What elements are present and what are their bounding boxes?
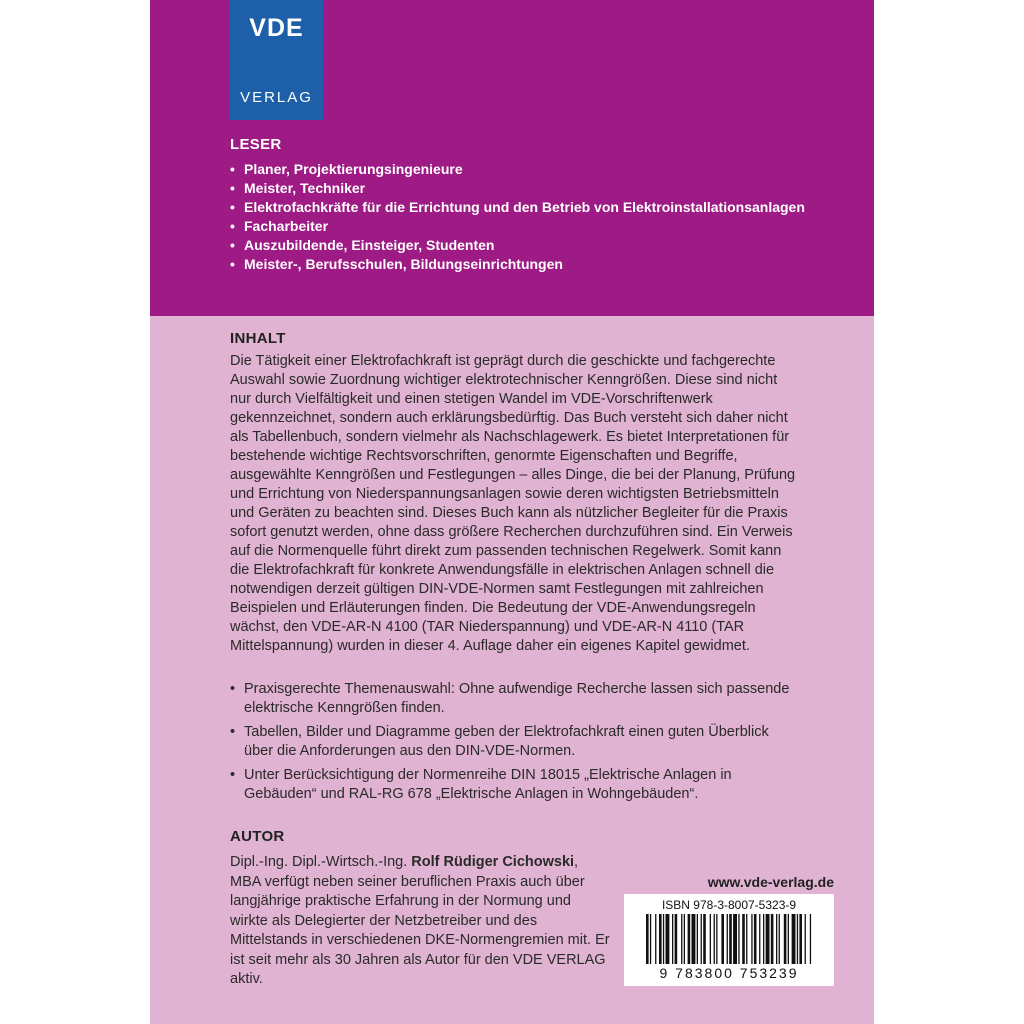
readers-heading: LESER: [230, 136, 282, 153]
logo-subtitle: VERLAG: [240, 89, 313, 106]
content-paragraph: Die Tätigkeit einer Elektrofachkraft ist geprägt durch die geschickte und fachgerechte Auswahl sowie Zuordnung wichtiger elektrotechnischer Kenngrößen. Diese sind nicht nur durch Vielfältigkeit und einen stetigen Wandel im VDE-Vorschriftenwerk gekennzeichnet, sondern auch erklärungsbedürftig. Das Buch versteht sich daher nicht als Tabellenbuch, sondern vielmehr als Nachschlagewerk. Es bietet Interpretationen für bestehende wichtige Rechtsvorschriften, genormte Eigenschaften und Begriffe, ausgewählte Kenngrößen und Festlegungen – alles Dinge, die bei der Planung, Prüfung und Errichtung von Niederspannungsanlagen sowie deren wichtigsten Betriebsmitteln und Geräten zu beachten sind. Dieses Buch kann als nützlicher Begleiter für die Praxis sofort genutzt werden, ohne dass größere Recherchen durchzuführen sind. Ein Verweis auf die Normenquelle führt direkt zum passenden technischen Regelwerk. Somit kann die Elektrofachkraft für konkrete Anwendungsfälle in elektrischen Anlagen schnell die notwendigen derzeit gültigen DIN-VDE-Normen samt Festlegungen mit zahlreichen Beispielen und Erläuterungen finden. Die Bedeutung der VDE-Anwendungsregeln wächst, den VDE-AR-N 4100 (TAR Niederspannung) und VDE-AR-N 4110 (TAR Mittelspannung) wurden in dieser 4. Auflage daher ein eigenes Kapitel gewidmet.: [230, 353, 796, 654]
content-bullet-item: • Tabellen, Bilder und Diagramme geben der Elektrofachkraft einen guten Überblick über die Anforderungen aus den DIN-VDE-Normen.: [230, 723, 790, 761]
barcode-icon: [624, 914, 834, 966]
content-heading: INHALT: [230, 330, 286, 347]
author-name: Rolf Rüdiger Cichowski: [411, 854, 575, 870]
isbn-label: ISBN 978-3-8007-5323-9: [661, 898, 797, 912]
readers-list-item: • Meister, Techniker: [230, 179, 830, 198]
readers-list-item: • Meister-, Berufsschulen, Bildungseinrichtungen: [230, 255, 830, 274]
readers-list: [230, 160, 830, 274]
book-back-cover: [150, 0, 874, 1024]
content-bullet-item: • Unter Berücksichtigung der Normenreihe DIN 18015 „Elektrische Anlagen in Gebäuden“ und RAL-RG 678 „Elektrische Anlagen in Wohngebäuden“.: [230, 766, 790, 804]
readers-list-item: • Elektrofachkräfte für die Errichtung und den Betrieb von Elektroinstallationsanlagen: [230, 198, 830, 217]
publisher-website: www.vde-verlag.de: [707, 874, 834, 890]
logo-mark: VDE: [249, 14, 304, 42]
content-bullet-item: • Praxisgerechte Themenauswahl: Ohne aufwendige Recherche lassen sich passende elektrische Kenngrößen finden.: [230, 680, 790, 718]
vde-verlag-logo: [230, 0, 323, 120]
readers-list-item: • Auszubildende, Einsteiger, Studenten: [230, 236, 830, 255]
barcode-digits: 9 783800 753239: [659, 965, 799, 981]
author-title-prefix: Dipl.-Ing. Dipl.-Wirtsch.-Ing.: [230, 854, 412, 870]
content-bullet-list: [230, 680, 790, 809]
readers-list-item: • Facharbeiter: [230, 217, 830, 236]
isbn-barcode-box: [624, 894, 834, 986]
readers-list-item: • Planer, Projektierungsingenieure: [230, 160, 830, 179]
author-heading: AUTOR: [230, 828, 285, 845]
author-paragraph: [230, 853, 610, 990]
author-bio: , MBA verfügt neben seiner beruflichen Praxis auch über langjährige praktische Erfahrung in der Normung und wirkte als Delegierter der Netzbetreiber und des Mittelstands in verschiedenen DKE-Normengremien mit. Er ist seit mehr als 30 Jahren als Autor für den VDE VERLAG aktiv.: [230, 854, 610, 987]
